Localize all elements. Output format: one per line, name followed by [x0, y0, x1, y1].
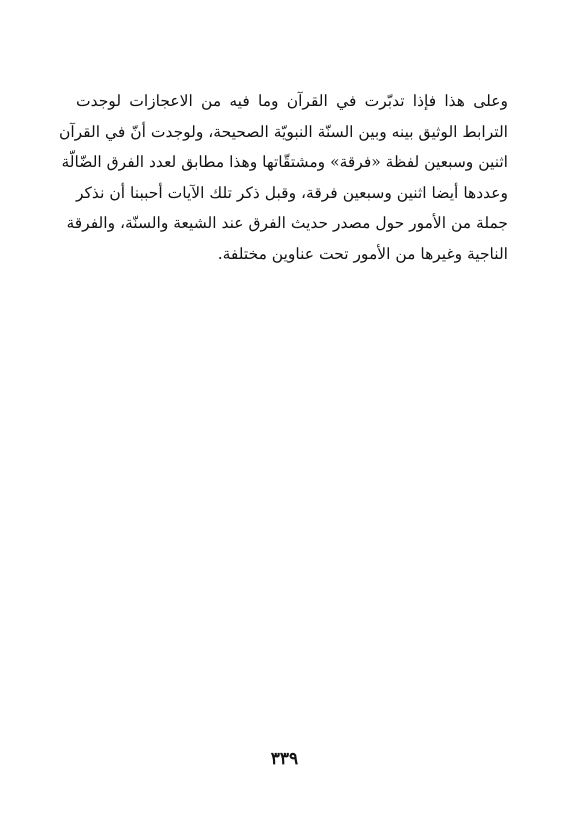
body-paragraph	[58, 86, 508, 269]
paragraph-line-2: الترابط الوثيق بينه وبين السنّة النبويّة الصحيحة، ولوجدت أنّ في القرآن	[58, 122, 508, 141]
paragraph-line-5: جملة من الأمور حول مصدر حديث الفرق عند الشيعة والسنّة، والفرقة	[66, 214, 508, 232]
paragraph-line-6: الناجية وغيرها من الأمور تحت عناوين مختلفة.	[217, 244, 508, 263]
paragraph-line-4: وعددها أيضا اثنين وسبعين فرقة، وقبل ذكر تلك الآيات أحببنا أن نذكر	[76, 183, 508, 202]
page-number: ٣٣٩	[270, 749, 299, 769]
paragraph-line-1: وعلى هذا فإذا تدبّرت في القرآن وما فيه من الاعجازات لوجدت	[76, 92, 508, 110]
paragraph-line-3: اثنين وسبعين لفظة «فرقة» ومشتقّاتها وهذا مطابق لعدد الفرق الضّالّة	[61, 153, 508, 171]
